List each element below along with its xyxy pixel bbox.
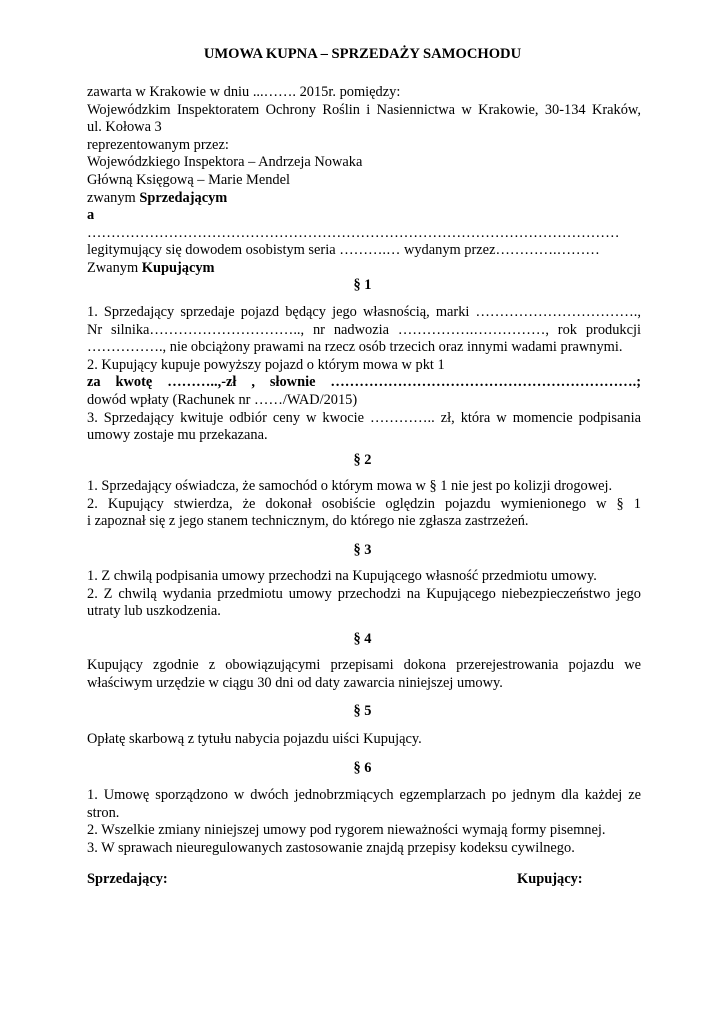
section-line: dowód wpłaty (Rachunek nr ……/WAD/2015) [87, 391, 358, 408]
intro-line: Główną Księgową – Marie Mendel [87, 171, 291, 188]
section-line: utraty lub uszkodzenia. [87, 603, 221, 620]
intro-line: Wojewódzkim Inspektoratem Ochrony Roślin i Nasiennictwa w Krakowie, 30-134 Kraków, [87, 101, 641, 118]
intro-line: zawarta w Krakowie w dniu ...……. 2015r. pomiędzy: [87, 84, 401, 100]
price-line: za kwotę ………..,-zł , słownie ……………………………………………………….; [87, 374, 641, 391]
document-title: UMOWA KUPNA – SPRZEDAŻY SAMOCHODU [203, 46, 522, 62]
intro-line: legitymujący się dowodem osobistym seria ……….… wydanym przez………….……… [87, 242, 600, 259]
section-6-body [87, 787, 641, 857]
section-line: 2. Kupujący stwierdza, że dokonał osobiście oględzin pojazdu wymienionego w § 1 [87, 495, 641, 512]
section-line: 1. Sprzedający sprzedaje pojazd będący jego własnością, marki ……………………………., [87, 304, 641, 320]
section-line: i zapoznał się z jego stanem technicznym, do którego nie zgłasza zastrzeżeń. [87, 513, 529, 530]
section-line: 2. Wszelkie zmiany niniejszej umowy pod rygorem nieważności wymają formy pisemnej. [87, 822, 606, 839]
intro-line: reprezentowanym przez: [87, 136, 229, 153]
section-line: właściwym urzędzie w ciągu 30 dni od daty zawarcia niniejszej umowy. [87, 674, 503, 691]
section-1-body [87, 304, 641, 445]
seller-signature-label: Sprzedający: [87, 871, 168, 887]
section-4-body [87, 657, 641, 692]
section-line: Nr silnika………………………….., nr nadwozia …………….……………, rok produkcji [87, 321, 641, 338]
section-line: ……………., nie obciążony prawami na rzecz osób trzecich oraz innymi wadami prawnymi. [87, 339, 623, 356]
section-3-heading: § 3 [353, 542, 372, 558]
intro-line: a [87, 207, 95, 224]
section-1-heading: § 1 [353, 277, 372, 293]
intro-line [87, 190, 641, 208]
section-line: 1. Sprzedający oświadcza, że samochód o którym mowa w § 1 nie jest po kolizji drogowej. [87, 478, 613, 494]
section-line: umowy zostaje mu przekazana. [87, 427, 268, 444]
intro-line: ul. Kołowa 3 [87, 119, 162, 136]
section-3-body [87, 568, 641, 621]
intro-line: Wojewódzkiego Inspektora – Andrzeja Nowaka [87, 154, 363, 171]
section-line: stron. [87, 804, 120, 821]
seller-role: Sprzedającym [139, 189, 228, 206]
section-5-body [87, 731, 641, 749]
section-line: 3. W sprawach nieuregulowanych zastosowanie znajdą przepisy kodeksu cywilnego. [87, 839, 575, 856]
section-line: Kupujący zgodnie z obowiązującymi przepisami dokona przerejestrowania pojazdu we [87, 657, 641, 673]
section-line: 1. Umowę sporządzono w dwóch jednobrzmiących egzemplarzach po jednym dla każdej ze [87, 787, 641, 803]
section-line: 2. Z chwilą wydania przedmiotu umowy przechodzi na Kupującego niebezpieczeństwo jego [87, 585, 641, 602]
contract-parties [87, 84, 641, 278]
buyer-signature-label: Kupujący: [517, 871, 583, 887]
section-line: 2. Kupujący kupuje powyższy pojazd o którym mowa w pkt 1 [87, 356, 445, 373]
intro-line [87, 260, 641, 278]
section-2-body [87, 478, 641, 531]
section-line: 3. Sprzedający kwituje odbiór ceny w kwocie ………….. zł, która w momencie podpisania [87, 409, 641, 426]
section-5-heading: § 5 [353, 703, 372, 719]
section-line: Opłatę skarbową z tytułu nabycia pojazdu uiści Kupujący. [87, 731, 422, 747]
section-line: 1. Z chwilą podpisania umowy przechodzi na Kupującego własność przedmiotu umowy. [87, 568, 597, 584]
intro-text: zwanym [87, 189, 140, 206]
intro-text: Zwanym [87, 259, 142, 276]
buyer-role: Kupującym [141, 259, 215, 276]
section-4-heading: § 4 [353, 631, 372, 647]
section-2-heading: § 2 [353, 452, 372, 468]
buyer-name-blank: ………………………………………………………………………………………………… [87, 224, 620, 241]
section-6-heading: § 6 [353, 760, 372, 776]
